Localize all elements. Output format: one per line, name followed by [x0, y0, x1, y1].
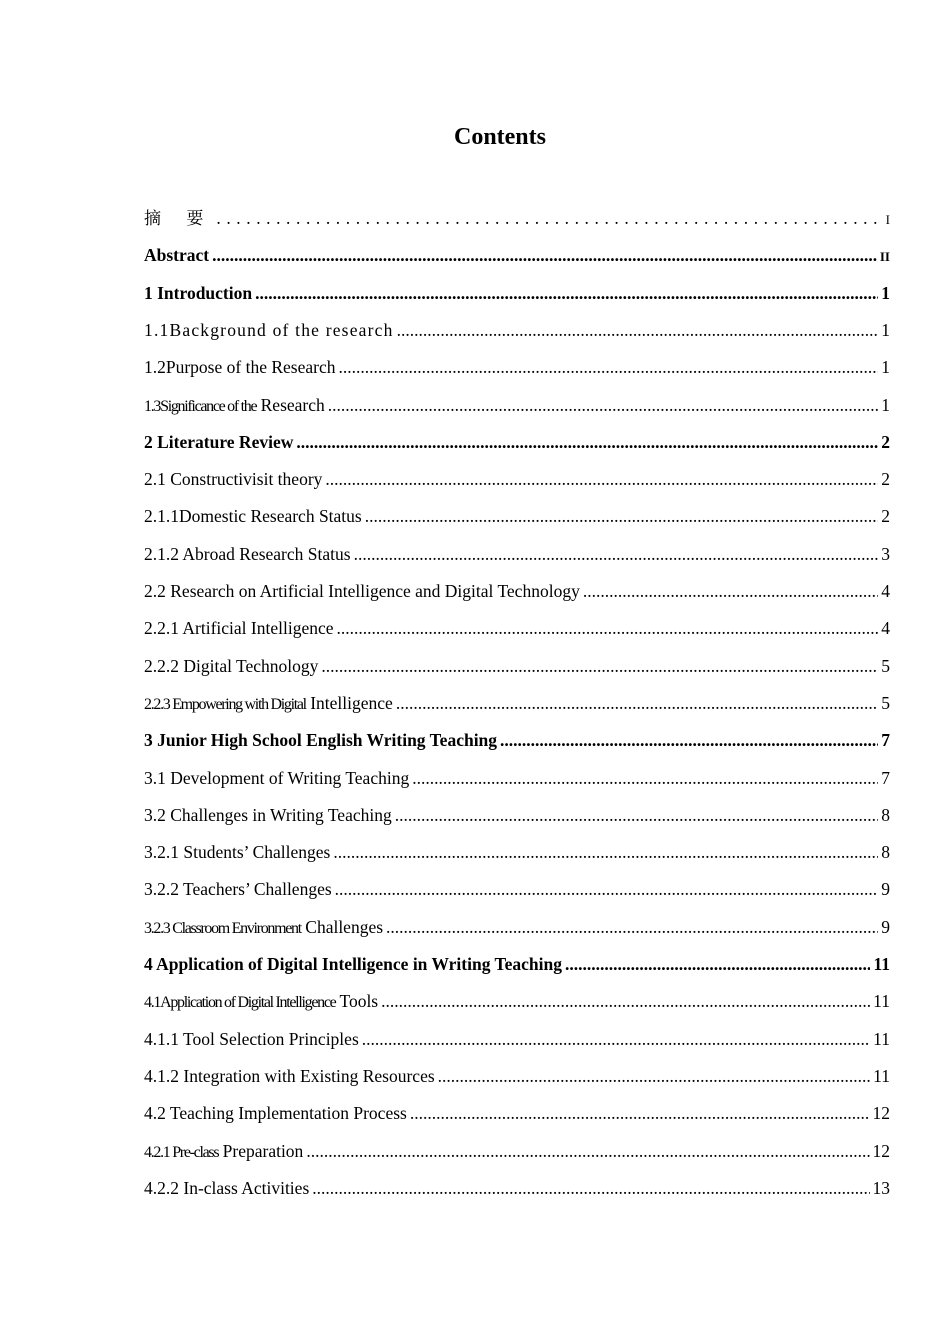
toc-entry-label: 3.2.3 Classroom Environment Challenges: [144, 916, 384, 937]
toc-leader-dots: [296, 430, 878, 454]
toc-leader-dots: [306, 1139, 869, 1163]
toc-entry: [144, 281, 890, 305]
toc-page-number: 8: [881, 842, 890, 863]
toc-page-number: 13: [872, 1177, 890, 1198]
toc-leader-dots: [365, 504, 879, 528]
toc-leader-dots: [212, 243, 877, 267]
toc-entry: [144, 430, 890, 454]
toc-entry: [144, 206, 890, 230]
toc-page-number: 1: [881, 394, 890, 415]
toc-page-number: 12: [872, 1140, 890, 1161]
toc-entry-label: 3 Junior High School English Writing Teaching: [144, 730, 498, 751]
toc-entry: [144, 877, 890, 901]
toc-entry: [144, 803, 890, 827]
toc-entry-label: 2 Literature Review: [144, 431, 294, 452]
toc-entry-label: 2.1 Constructivisit theory: [144, 469, 323, 490]
toc-entry: [144, 766, 890, 790]
toc-leader-dots: [500, 728, 878, 752]
toc-leader-dots: [381, 989, 870, 1013]
toc-entry-label: 4.2 Teaching Implementation Process: [144, 1103, 407, 1124]
toc-page-number: 4: [881, 581, 890, 601]
toc-page-number: 3: [881, 543, 890, 564]
toc-entry: [144, 989, 890, 1013]
toc-entry: [144, 1139, 890, 1163]
toc-page-number: 2: [881, 469, 890, 490]
toc-page-number: 9: [881, 879, 890, 900]
toc-page-number: 8: [881, 804, 890, 825]
toc-entry-label: 1.1Background of the research: [144, 319, 394, 340]
toc-entry: [144, 318, 890, 342]
toc-page-number: 7: [881, 767, 890, 788]
toc-entry-label: Abstract: [144, 245, 210, 266]
toc-page-number: 11: [873, 954, 890, 974]
toc-page-number: 1: [881, 319, 890, 340]
toc-entry-label: 4.1.2 Integration with Existing Resources: [144, 1065, 435, 1086]
toc-leader-dots: [321, 654, 878, 678]
toc-entry-label: 3.1 Development of Writing Teaching: [144, 767, 410, 788]
toc-page-number: 7: [881, 730, 890, 751]
toc-entry-label: 2.2.1 Artificial Intelligence: [144, 618, 334, 639]
toc-entry-label: 2.1.1Domestic Research Status: [144, 506, 362, 527]
toc-leader-dots: [438, 1064, 870, 1088]
page-title: Contents: [453, 124, 546, 150]
toc-page-number: 9: [881, 916, 890, 937]
toc-entry-label: 2.2.2 Digital Technology: [144, 655, 319, 676]
toc-page-number: 5: [881, 655, 890, 676]
toc-leader-dots: [565, 952, 871, 976]
toc-leader-dots: [396, 691, 878, 715]
toc-entry: [144, 393, 890, 417]
toc-leader-dots: [412, 766, 878, 790]
toc-entry: [144, 840, 890, 864]
toc-leader-dots: [312, 1176, 869, 1200]
toc-page-number: 1: [881, 282, 890, 303]
toc-entry: [144, 1101, 890, 1125]
toc-page-number: 5: [881, 692, 890, 713]
toc-entry: [144, 1176, 890, 1200]
toc-entry: [144, 654, 890, 678]
toc-leader-dots: [583, 579, 878, 603]
toc-entry: [144, 691, 890, 715]
toc-page-number: 4: [881, 618, 890, 639]
toc-page-number: I: [885, 212, 890, 227]
toc-leader-dots: [325, 467, 878, 491]
toc-page-number: 12: [872, 1103, 890, 1124]
toc-page-number: 1: [881, 357, 890, 378]
toc-page-number: 2: [881, 506, 890, 527]
toc-entry: [144, 952, 890, 976]
toc-entry-label: 2.2 Research on Artificial Intelligence and Digital Technology: [144, 581, 580, 601]
toc-leader-dots: [255, 281, 878, 305]
toc-entry-label: 摘 要: [144, 209, 214, 229]
toc-leader-dots: [216, 206, 882, 230]
toc-page-number: 11: [873, 991, 890, 1012]
toc-entry: [144, 243, 890, 267]
toc-leader-dots: [410, 1101, 870, 1125]
toc-entry-label: 3.2.2 Teachers’ Challenges: [144, 879, 332, 900]
toc-entry-label: 2.2.3 Empowering with Digital Intelligence: [144, 692, 393, 713]
toc-leader-dots: [338, 355, 878, 379]
toc-entry: [144, 504, 890, 528]
toc-entry: [144, 728, 890, 752]
toc-entry: [144, 1064, 890, 1088]
toc-entry-label: 1 Introduction: [144, 282, 253, 303]
toc-leader-dots: [328, 393, 878, 417]
toc-entry: [144, 579, 890, 603]
toc-leader-dots: [354, 542, 879, 566]
toc-page-number: II: [879, 249, 890, 265]
toc-leader-dots: [335, 877, 879, 901]
toc-page-number: 11: [873, 1028, 890, 1049]
toc-page-number: 2: [881, 431, 890, 452]
toc-entry: [144, 915, 890, 939]
toc-leader-dots: [337, 616, 879, 640]
toc-entry-label: 4 Application of Digital Intelligence in Writing Teaching: [144, 954, 562, 974]
toc-entry-label: 4.1Application of Digital Intelligence Tools: [144, 991, 379, 1012]
toc-entry: [144, 1027, 890, 1051]
toc-entry-label: 4.2.2 In-class Activities: [144, 1177, 310, 1198]
toc-entry: [144, 467, 890, 491]
toc-leader-dots: [333, 840, 878, 864]
toc-entry-label: 4.2.1 Pre-class Preparation: [144, 1140, 304, 1161]
toc-page-number: 11: [873, 1065, 890, 1086]
toc-entry-label: 1.3Significance of the Research: [144, 394, 325, 415]
toc-entry-label: 3.2.1 Students’ Challenges: [144, 842, 331, 863]
toc-entry: [144, 542, 890, 566]
toc-leader-dots: [397, 318, 879, 342]
toc-entry-label: 3.2 Challenges in Writing Teaching: [144, 804, 392, 825]
toc-entry: [144, 616, 890, 640]
toc-entry-label: 1.2Purpose of the Research: [144, 357, 336, 378]
toc-leader-dots: [386, 915, 878, 939]
toc-entry-label: 2.1.2 Abroad Research Status: [144, 543, 351, 564]
toc-entry: [144, 355, 890, 379]
toc-entry-label: 4.1.1 Tool Selection Principles: [144, 1028, 359, 1049]
toc-leader-dots: [395, 803, 879, 827]
toc-leader-dots: [362, 1027, 870, 1051]
